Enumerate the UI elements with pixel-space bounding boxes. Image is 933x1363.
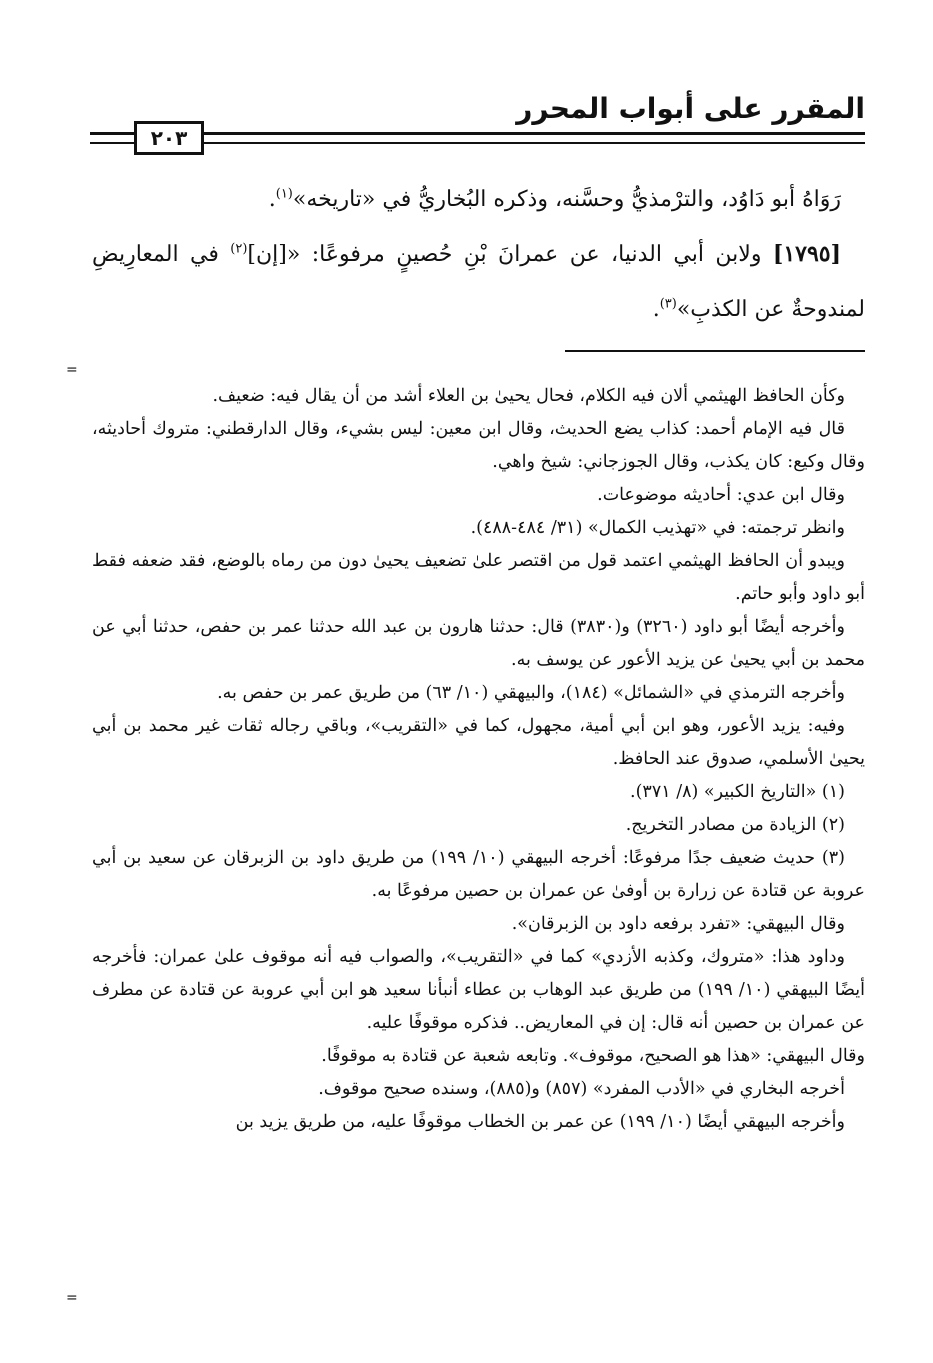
continuation-mark-top: = [66, 362, 78, 378]
main-line-2a: ولابن أبي الدنيا، عن عمرانَ بْنِ حُصينٍ مرفوعًا: «[إن] [247, 242, 773, 267]
note-line: وفيه: يزيد الأعور، وهو ابن أبي أمية، مجهول، كما في «التقريب»، وباقي رجاله ثقات غير محمد بن أبي يحيىٰ الأسلمي، صدوق عند الحافظ. [92, 716, 865, 769]
note-line: وأخرجه البيهقي أيضًا (١٠/ ١٩٩) عن عمر بن الخطاب موقوفًا عليه، من طريق يزيد بن [235, 1112, 845, 1132]
note-line: وكأن الحافظ الهيثمي ألان فيه الكلام، فحال يحيىٰ بن العلاء أشد من أن يقال فيه: ضعيف. [212, 386, 845, 406]
running-header-title: المقرر على أبواب المحرر [516, 92, 865, 125]
note-line: وقال ابن عدي: أحاديثه موضوعات. [597, 485, 845, 505]
main-paragraph-1 [92, 172, 865, 227]
main-text [92, 172, 865, 337]
main-line-2b: في المعارِيضِ لمندوحةٌ عن الكذبِ» [92, 242, 865, 322]
footnote-separator [565, 350, 865, 352]
footnote-ref-2: (٢) [230, 241, 248, 257]
page-number: ٢٠٣ [134, 121, 204, 155]
note-line: وقال البيهقي: «تفرد برفعه داود بن الزبرقان». [511, 914, 845, 934]
note-line: وقال البيهقي: «هذا هو الصحيح، موقوف». وتابعه شعبة عن قتادة به موقوفًا. [321, 1046, 865, 1066]
footnote-2: (٢) الزيادة من مصادر التخريج. [625, 815, 845, 835]
footnote-ref-3: (٣) [659, 296, 677, 312]
main-paragraph-2 [92, 227, 865, 337]
continuation-mark-bottom: = [66, 1290, 78, 1306]
main-line-1-end: . [268, 187, 276, 212]
main-line-1: رَوَاهُ أبو دَاوُد، والترْمذيُّ وحسَّنه، وذكره البُخاريُّ في «تاريخه» [292, 187, 841, 212]
footnote-1: (١) «التاريخ الكبير» (٨/ ٣٧١). [630, 782, 845, 802]
note-line: ويبدو أن الحافظ الهيثمي اعتمد قول من اقتصر علىٰ تضعيف يحيىٰ دون من رماه بالوضع، فقد ضعفه فقط أبو داود وأبو حاتم. [92, 551, 865, 604]
header-rule-bottom [90, 142, 865, 144]
note-line: وأخرجه أيضًا أبو داود (٣٢٦٠) و(٣٨٣٠) قال: حدثنا هارون بن عبد الله حدثنا عمر بن حفص، حدثنا أبي عن محمد بن أبي يحيىٰ عن يزيد الأعور عن يوسف به. [92, 617, 865, 670]
hadith-number: [١٧٩٥] [772, 241, 842, 267]
note-line: وانظر ترجمته: في «تهذيب الكمال» (٣١/ ٤٨٤-٤٨٨). [470, 518, 845, 538]
note-line: أخرجه البخاري في «الأدب المفرد» (٨٥٧) و(٨٨٥)، وسنده صحيح موقوف. [318, 1079, 845, 1099]
footnote-ref-1: (١) [275, 186, 293, 202]
header-rule-top [90, 132, 865, 135]
main-line-2-end: . [652, 297, 660, 322]
note-line: قال فيه الإمام أحمد: كذاب يضع الحديث، وقال ابن معين: ليس بشيء، وقال الدارقطني: متروك أحاديثه، وقال وكيع: كان يكذب، وقال الجوزجاني: شيخ واهي. [92, 419, 865, 472]
note-line: وأخرجه الترمذي في «الشمائل» (١٨٤)، والبيهقي (١٠/ ٦٣) من طريق عمر بن حفص به. [217, 683, 845, 703]
note-line: وداود هذا: «متروك، وكذبه الأزدي» كما في «التقريب»، والصواب فيه أنه موقوف علىٰ عمران: فأخرجه أيضًا البيهقي (١٠/ ١٩٩) من طريق عبد الوهاب بن عطاء أنبأنا سعيد هو ابن أبي عروبة عن قتادة عن مطرف عن عمران بن حصين أنه قال: إن في المعاريض.. فذكره موقوفًا عليه. [92, 947, 865, 1033]
footnote-3: (٣) حديث ضعيف جدًا مرفوعًا: أخرجه البيهقي (١٠/ ١٩٩) من طريق داود بن الزبرقان عن سعيد بن أبي عروبة عن قتادة عن زرارة بن أوفىٰ عن عمران بن حصين مرفوعًا به. [92, 848, 865, 901]
footnotes [92, 380, 865, 1139]
